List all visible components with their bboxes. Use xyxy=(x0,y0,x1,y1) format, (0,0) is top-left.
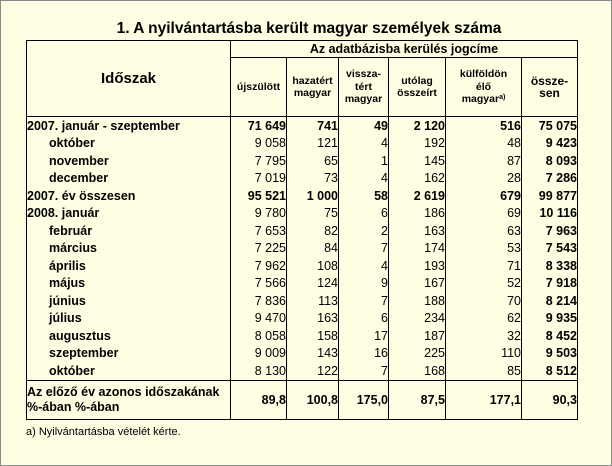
value-cell: 193 xyxy=(389,257,446,275)
column-header-line: magyar xyxy=(293,87,332,99)
value-cell: 9 503 xyxy=(522,345,578,363)
footnote-marker: a) xyxy=(499,94,506,102)
value-cell: 2 120 xyxy=(389,117,446,135)
percent-cell: 87,5 xyxy=(389,380,446,419)
value-cell: 2 xyxy=(339,222,389,240)
column-header xyxy=(446,58,522,117)
value-cell: 49 xyxy=(339,117,389,135)
period-cell: augusztus xyxy=(27,327,231,345)
value-cell: 9 935 xyxy=(522,310,578,328)
value-cell: 121 xyxy=(287,135,339,153)
value-cell: 7 xyxy=(339,292,389,310)
value-cell: 6 xyxy=(339,205,389,223)
column-header-line: magyar xyxy=(461,93,500,106)
value-cell: 8 214 xyxy=(522,292,578,310)
value-cell: 8 130 xyxy=(231,362,287,380)
category-group-header: Az adatbázisba kerülés jogcíme xyxy=(231,41,578,58)
column-header-line: magyar xyxy=(344,93,383,106)
value-cell: 124 xyxy=(287,275,339,293)
value-cell: 9 009 xyxy=(231,345,287,363)
value-cell: 1 xyxy=(339,152,389,170)
column-header-line: össze- xyxy=(530,73,569,88)
period-cell: szeptember xyxy=(27,345,231,363)
value-cell: 4 xyxy=(339,135,389,153)
table-row xyxy=(27,362,578,380)
period-cell: július xyxy=(27,310,231,328)
value-cell: 4 xyxy=(339,170,389,188)
percent-cell: 90,3 xyxy=(522,380,578,419)
column-header-line: tért xyxy=(355,80,372,93)
column-header xyxy=(522,58,578,117)
period-cell: június xyxy=(27,292,231,310)
value-cell: 158 xyxy=(287,327,339,345)
column-header-line: hazatért xyxy=(292,74,333,87)
value-cell: 70 xyxy=(446,292,522,310)
period-cell: 2007. év összesen xyxy=(27,187,231,205)
percent-row xyxy=(27,380,578,419)
value-cell: 9 xyxy=(339,275,389,293)
value-cell: 4 xyxy=(339,257,389,275)
table-row xyxy=(27,117,578,135)
value-cell: 122 xyxy=(287,362,339,380)
value-cell: 8 058 xyxy=(231,327,287,345)
value-cell: 110 xyxy=(446,345,522,363)
value-cell: 168 xyxy=(389,362,446,380)
table-row xyxy=(27,310,578,328)
value-cell: 162 xyxy=(389,170,446,188)
table-title: 1. A nyilvántartásba került magyar személyek száma xyxy=(116,20,502,37)
value-cell: 188 xyxy=(389,292,446,310)
value-cell: 10 116 xyxy=(522,205,578,223)
value-cell: 6 xyxy=(339,310,389,328)
value-cell: 187 xyxy=(389,327,446,345)
period-cell: december xyxy=(27,170,231,188)
value-cell: 7 019 xyxy=(231,170,287,188)
value-cell: 65 xyxy=(287,152,339,170)
column-header-line: újszülött xyxy=(236,80,281,93)
period-cell: február xyxy=(27,222,231,240)
period-cell: október xyxy=(27,135,231,153)
value-cell: 62 xyxy=(446,310,522,328)
value-cell: 71 xyxy=(446,257,522,275)
period-cell: október xyxy=(27,362,231,380)
value-cell: 69 xyxy=(446,205,522,223)
table-row xyxy=(27,327,578,345)
value-cell: 71 649 xyxy=(231,117,287,135)
column-header-line: utólag xyxy=(401,74,433,87)
period-cell: 2007. január - szeptember xyxy=(27,117,231,135)
column-header xyxy=(339,58,389,117)
value-cell: 186 xyxy=(389,205,446,223)
value-cell: 85 xyxy=(446,362,522,380)
value-cell: 17 xyxy=(339,327,389,345)
value-cell: 58 xyxy=(339,187,389,205)
value-cell: 75 075 xyxy=(522,117,578,135)
table-row xyxy=(27,240,578,258)
column-header-line: élő xyxy=(475,80,492,93)
value-cell: 516 xyxy=(446,117,522,135)
period-cell: március xyxy=(27,240,231,258)
value-cell: 7 566 xyxy=(231,275,287,293)
value-cell: 73 xyxy=(287,170,339,188)
value-cell: 113 xyxy=(287,292,339,310)
value-cell: 7 286 xyxy=(522,170,578,188)
value-cell: 75 xyxy=(287,205,339,223)
value-cell: 163 xyxy=(389,222,446,240)
value-cell: 7 xyxy=(339,362,389,380)
value-cell: 741 xyxy=(287,117,339,135)
period-header: Időszak xyxy=(27,41,231,117)
percent-cell: 100,8 xyxy=(287,380,339,419)
value-cell: 167 xyxy=(389,275,446,293)
table-row xyxy=(27,152,578,170)
value-cell: 28 xyxy=(446,170,522,188)
value-cell: 8 093 xyxy=(522,152,578,170)
table-row xyxy=(27,170,578,188)
table-row xyxy=(27,135,578,153)
table-row xyxy=(27,187,578,205)
value-cell: 143 xyxy=(287,345,339,363)
value-cell: 82 xyxy=(287,222,339,240)
value-cell: 84 xyxy=(287,240,339,258)
period-cell: április xyxy=(27,257,231,275)
column-header xyxy=(287,58,339,117)
value-cell: 679 xyxy=(446,187,522,205)
value-cell: 7 795 xyxy=(231,152,287,170)
value-cell: 7 836 xyxy=(231,292,287,310)
value-cell: 8 338 xyxy=(522,257,578,275)
value-cell: 9 423 xyxy=(522,135,578,153)
table-row xyxy=(27,257,578,275)
value-cell: 53 xyxy=(446,240,522,258)
value-cell: 63 xyxy=(446,222,522,240)
value-cell: 7 962 xyxy=(231,257,287,275)
period-cell: 2008. január xyxy=(27,205,231,223)
value-cell: 7 225 xyxy=(231,240,287,258)
value-cell: 174 xyxy=(389,240,446,258)
column-header-line: külföldön xyxy=(459,68,508,81)
percent-cell: 89,8 xyxy=(231,380,287,419)
period-cell: május xyxy=(27,275,231,293)
table-row xyxy=(27,205,578,223)
value-cell: 234 xyxy=(389,310,446,328)
value-cell: 16 xyxy=(339,345,389,363)
column-header-line: összeírt xyxy=(397,87,437,99)
footnote: a) Nyilvántartásba vételét kérte. xyxy=(26,426,181,438)
value-cell: 7 963 xyxy=(522,222,578,240)
column-header-line: sen xyxy=(539,86,560,100)
value-cell: 32 xyxy=(446,327,522,345)
table-row xyxy=(27,222,578,240)
column-header xyxy=(389,58,446,117)
value-cell: 163 xyxy=(287,310,339,328)
table-row xyxy=(27,345,578,363)
period-cell: november xyxy=(27,152,231,170)
value-cell: 9 470 xyxy=(231,310,287,328)
percent-row-label: Az előző év azonos időszakának %-ában %-ában xyxy=(27,380,231,419)
value-cell: 7 543 xyxy=(522,240,578,258)
value-cell: 52 xyxy=(446,275,522,293)
value-cell: 145 xyxy=(389,152,446,170)
value-cell: 95 521 xyxy=(231,187,287,205)
percent-cell: 175,0 xyxy=(339,380,389,419)
data-table xyxy=(26,40,578,420)
value-cell: 108 xyxy=(287,257,339,275)
value-cell: 8 452 xyxy=(522,327,578,345)
value-cell: 225 xyxy=(389,345,446,363)
value-cell: 7 653 xyxy=(231,222,287,240)
percent-cell: 177,1 xyxy=(446,380,522,419)
column-header-line: vissza- xyxy=(345,68,382,81)
value-cell: 48 xyxy=(446,135,522,153)
value-cell: 9 780 xyxy=(231,205,287,223)
value-cell: 7 xyxy=(339,240,389,258)
table-row xyxy=(27,292,578,310)
column-header xyxy=(231,58,287,117)
value-cell: 99 877 xyxy=(522,187,578,205)
value-cell: 192 xyxy=(389,135,446,153)
value-cell: 1 000 xyxy=(287,187,339,205)
value-cell: 9 058 xyxy=(231,135,287,153)
value-cell: 8 512 xyxy=(522,362,578,380)
value-cell: 7 918 xyxy=(522,275,578,293)
value-cell: 2 619 xyxy=(389,187,446,205)
value-cell: 87 xyxy=(446,152,522,170)
table-row xyxy=(27,275,578,293)
